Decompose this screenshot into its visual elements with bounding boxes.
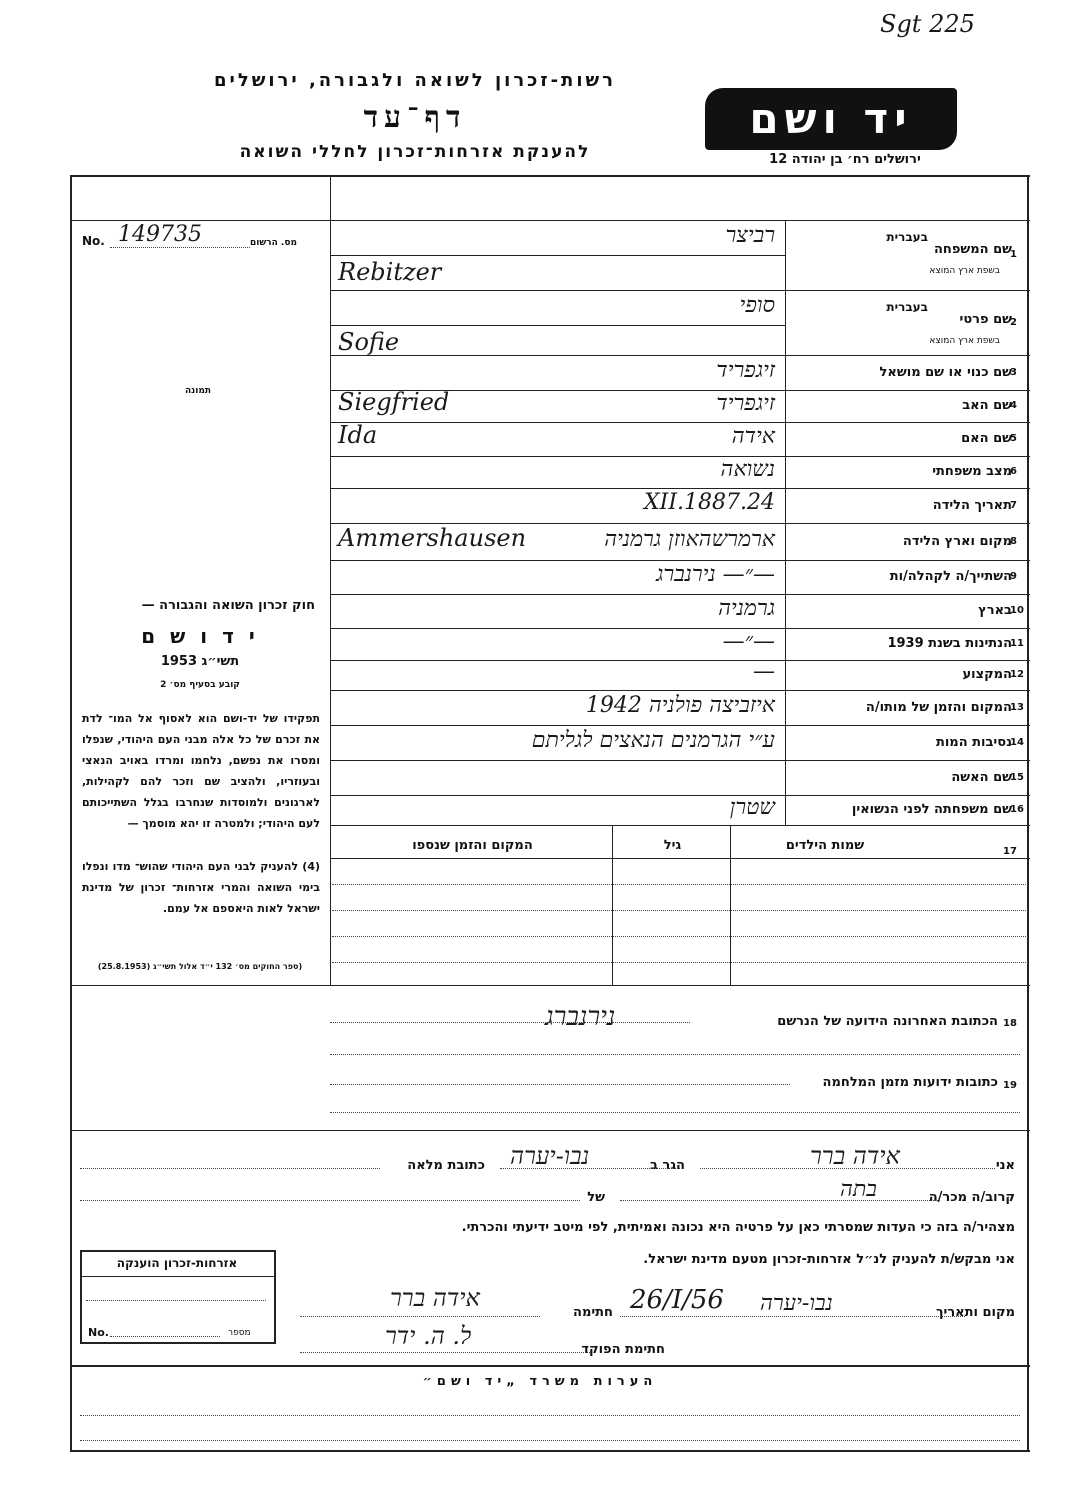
- field-4-value-latin: Siegfried: [338, 388, 450, 416]
- field-8-value: ארמרשהאוזן גרמניה: [604, 527, 775, 552]
- field-2-number: 2: [1010, 317, 1017, 328]
- photo-label: תמונה: [185, 386, 212, 396]
- field-8-value-latin: Ammershausen: [338, 524, 527, 552]
- field-13-label: המקום והזמן של מותו/ה: [865, 700, 1012, 715]
- address: ירושלים רח׳ בן יהודה 12: [769, 152, 921, 167]
- field-19-label: כתובות ידועות מזמן המלחמה: [822, 1075, 998, 1090]
- field-19-number: 19: [1003, 1080, 1017, 1091]
- field-5-label: שם האם: [961, 431, 1012, 446]
- decl-of: של: [587, 1190, 605, 1205]
- decl-lives-in: הגר ב: [649, 1158, 685, 1173]
- decl-relative: קרוב/ה מכר/ה: [928, 1190, 1015, 1205]
- field-15-number: 15: [1010, 772, 1024, 783]
- reg-label: מס. הרשום: [250, 238, 297, 248]
- law-reference: (ספר החוקים מס׳ 132 י״ד אלול תשי״ג (25.8.1953): [97, 962, 303, 971]
- field-13-value: איזביצה פולניה 1942: [585, 693, 775, 718]
- law-year: תשי״ג 1953: [160, 654, 240, 669]
- clerk-signature-value: ל. ה. ידר: [385, 1322, 472, 1350]
- field-16-value: שטרן: [729, 795, 775, 820]
- field-14-number: 14: [1010, 737, 1024, 748]
- field-1-value: רביצר: [725, 223, 775, 248]
- field-10-value: גרמניה: [718, 596, 775, 621]
- archive-note: Sgt 225: [880, 10, 975, 38]
- field-14-value: ע״י הגרמנים הנאצים לגליתם: [531, 728, 775, 753]
- field-2-value-latin: Sofie: [338, 328, 400, 356]
- field-1-number: 1: [1010, 249, 1017, 260]
- field-5-value-latin: Ida: [338, 421, 378, 449]
- field-1-label: שם המשפחה: [933, 242, 1012, 257]
- field-11-label: הנתינות בשנת 1939: [887, 636, 1012, 651]
- field-8-label: מקום וארץ הלידה: [902, 534, 1012, 549]
- signature-value: אידה ברר: [390, 1284, 480, 1312]
- col-children-age: גיל: [663, 838, 682, 853]
- field-12-value: —: [753, 659, 775, 684]
- field-11-value: —״—: [722, 629, 775, 654]
- field-15-label: שם האשה: [951, 770, 1012, 785]
- decl-ani: אני: [995, 1158, 1015, 1173]
- authority-name: רשות-זכרון לשואה ולגבורה, ירושלים: [213, 70, 616, 91]
- field-9-label: השתייך/ה לקהלה/ות: [889, 569, 1012, 584]
- field-14-label: נסיבות המות: [935, 735, 1012, 750]
- field-7-label: תאריך הלידה: [932, 498, 1012, 513]
- registration-number: 149735: [118, 222, 202, 247]
- field-6-number: 6: [1010, 466, 1017, 477]
- field-1-sub-hebrew: בעברית: [886, 230, 928, 244]
- field-5-number: 5: [1010, 433, 1017, 444]
- law-name: י ד ו ש ם: [141, 624, 259, 648]
- form-subtitle: להענקת אזרחות־זכרון לחללי השואה: [239, 142, 591, 162]
- field-16-label: שם משפחתה לפני הנשואין: [851, 802, 1012, 817]
- col-children-names: שמות הילדים: [785, 838, 865, 853]
- field-11-number: 11: [1010, 638, 1024, 649]
- field-6-label: מצב משפחתי: [932, 464, 1012, 479]
- field-13-number: 13: [1010, 702, 1024, 713]
- field-5-value: אידה: [731, 424, 775, 449]
- field-12-number: 12: [1010, 669, 1024, 680]
- field-2-sub-origin: בשפת ארץ המוצא: [929, 336, 1000, 346]
- form-title: דף־עד: [363, 100, 467, 135]
- field-18-number: 18: [1003, 1018, 1017, 1029]
- field-7-value: 24.XII.1887: [643, 490, 775, 515]
- signature-label: חתימה: [573, 1305, 613, 1320]
- decl-full-address: כתובת מלאה: [407, 1158, 485, 1173]
- field-17-number: 17: [1003, 846, 1017, 857]
- field-4-label: שם האב: [962, 398, 1012, 413]
- field-16-number: 16: [1010, 804, 1024, 815]
- place-value: נבו-יערה: [760, 1291, 833, 1316]
- yad-vashem-logo: יד ושם: [705, 88, 957, 150]
- field-9-number: 9: [1010, 571, 1017, 582]
- field-9-value: —״— נירנברג: [656, 562, 775, 587]
- reg-no-prefix: No.: [82, 234, 105, 248]
- law-clause: קובע בסעיף מס׳ 2: [160, 680, 240, 690]
- office-remarks-title: הערות משרד „יד ושם״: [422, 1374, 658, 1389]
- col-children-place: המקום והזמן שנספו: [412, 838, 533, 853]
- law-title: חוק זכרון השואה והגבורה —: [141, 598, 315, 613]
- field-4-value: זיגפריד: [716, 391, 775, 416]
- field-1-sub-origin: בשפת ארץ המוצא: [929, 266, 1000, 276]
- field-2-value: סופי: [739, 293, 775, 318]
- field-7-number: 7: [1010, 500, 1017, 511]
- field-2-label: שם פרטי: [959, 312, 1012, 327]
- decl-city: נבו-יערה: [510, 1142, 590, 1170]
- decl-name: אידה ברר: [810, 1142, 900, 1170]
- law-text: תפקידו של יד-ושם הוא לאסוף אל המו־ לדת את זכרם של כל אלה מבני העם היהודי, שנפלו ומסרו את נפשם, נלחמו ומרדו באויב הנאצי ובעוזריו, ולהציב שם וזכר להם לקהילות, לארגונים ולמוסדות שנחרבו בגלל השתייכותם לעם היהודי; ולמטרה זו יהא מוסמך —: [82, 712, 320, 830]
- law-text-clause4: (4) להעניק לבני העם היהודי שהוש־ מדו ונפלו בימי השואה והמרי אזרחות־ זכרון של מדינת ישראל לאות היאספם אל עמם.: [82, 860, 320, 915]
- place-date-label: מקום ותאריך: [936, 1305, 1015, 1320]
- field-10-label: בארץ: [978, 603, 1012, 618]
- field-3-number: 3: [1010, 367, 1017, 378]
- date-value: 26/I/56: [630, 1285, 724, 1315]
- field-10-number: 10: [1010, 605, 1024, 616]
- field-2-sub-hebrew: בעברית: [886, 300, 928, 314]
- field-3-label: שם כנוי או שם מושאל: [879, 365, 1012, 380]
- decl-relative-value: בתה: [840, 1177, 877, 1202]
- field-3-value: זיגפריד: [716, 358, 775, 383]
- field-18-label: הכתובת האחרונה הידועה של הנרשם: [777, 1014, 998, 1029]
- decl-request: אני מבקש/ת להעניק לנ״ל אזרחות-זכרון מטעם מדינת ישראל.: [643, 1252, 1015, 1267]
- field-6-value: נשואה: [720, 457, 775, 482]
- field-1-value-latin: Rebitzer: [338, 258, 442, 286]
- stamp-title: אזרחות-זכרון הוענקה: [116, 1256, 238, 1270]
- stamp-num-label: מספר: [228, 1328, 251, 1338]
- clerk-signature-label: חתימת הפוקד: [581, 1342, 665, 1357]
- stamp-no: No.: [88, 1326, 109, 1339]
- field-12-label: המקצוע: [962, 667, 1012, 682]
- decl-statement: מצהיר/ה בזה כי העדות שמסרתי כאן על פרטיה היא נכונה ואמיתית, לפי מיטב ידיעתי והכרתי.: [461, 1220, 1015, 1235]
- field-18-value: נירנברג: [545, 1002, 616, 1032]
- field-4-number: 4: [1010, 400, 1017, 411]
- field-8-number: 8: [1010, 536, 1017, 547]
